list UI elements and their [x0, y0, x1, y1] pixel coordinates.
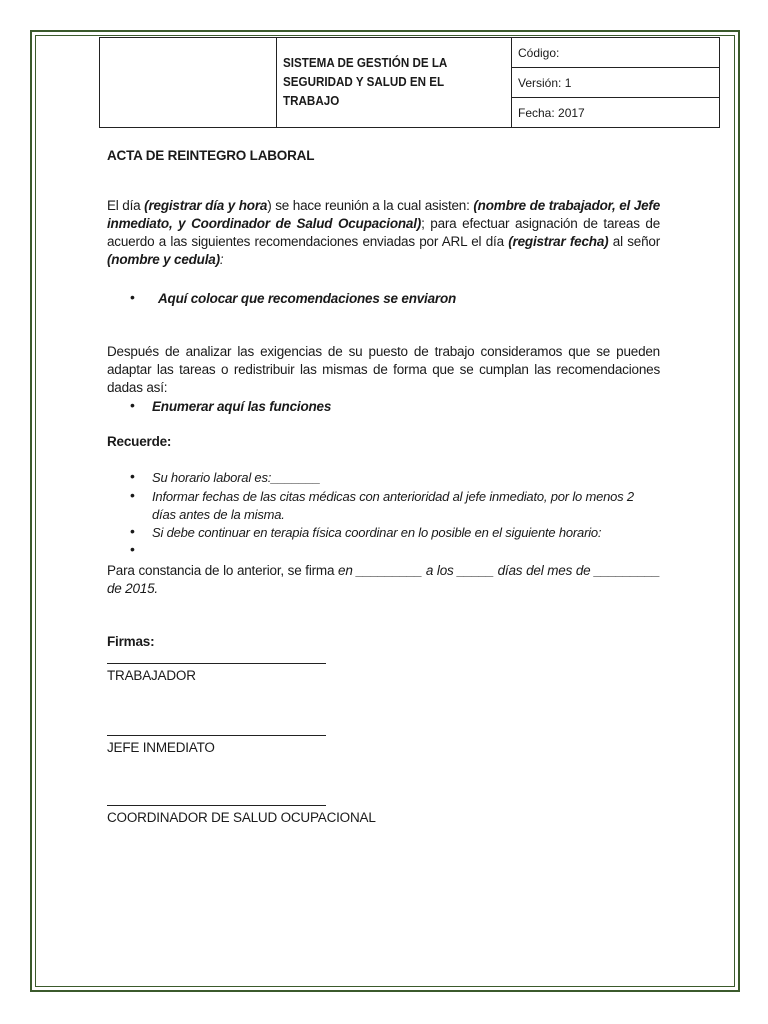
signature-label: TRABAJADOR — [107, 668, 196, 683]
signature-label: JEFE INMEDIATO — [107, 740, 215, 755]
firmas-heading: Firmas: — [107, 634, 155, 649]
bullet-dot: • — [130, 397, 135, 413]
fecha-cell: Fecha: 2017 — [512, 98, 720, 128]
intro-field-nombre: (nombre y cedula) — [107, 252, 220, 267]
recommendations-placeholder: Aquí colocar que recomendaciones se enviaron — [158, 291, 457, 306]
bullet-dot: • — [130, 289, 135, 305]
constancia-paragraph — [107, 562, 660, 598]
signature-label: COORDINADOR DE SALUD OCUPACIONAL — [107, 810, 376, 825]
signature-line — [107, 805, 326, 806]
intro-field-date: (registrar día y hora — [144, 198, 268, 213]
recuerde-heading: Recuerde: — [107, 434, 172, 449]
bullet-dot: • — [130, 541, 135, 557]
signature-line — [107, 663, 326, 664]
bullet-dot: • — [130, 487, 135, 503]
constancia-period: . — [154, 581, 158, 596]
system-title-line2: SEGURIDAD Y SALUD EN EL TRABAJO — [282, 75, 444, 108]
logo-cell — [100, 38, 277, 128]
intro-field-fecha: (registrar fecha) — [508, 234, 609, 249]
functions-placeholder: Enumerar aquí las funciones — [152, 399, 332, 414]
recuerde-item: Informar fechas de las citas médicas con anterioridad al jefe inmediato, por lo menos 2 días antes de la misma. — [152, 489, 634, 522]
intro-text-c: ) se hace reunión a la cual asisten: — [267, 198, 474, 213]
analysis-paragraph: Después de analizar las exigencias de su puesto de trabajo consideramos que se pueden adaptar las tareas o redistribuir las mismas de forma que se cumplan las recomendaciones dadas así: — [107, 344, 660, 395]
intro-text-a: El día — [107, 198, 145, 213]
constancia-text-a: Para constancia de lo anterior, se firma — [107, 563, 339, 578]
intro-text-e: ; para efectuar asignación de tareas de acuerdo a las siguientes recomendaciones enviadas por ARL el día — [107, 216, 661, 249]
intro-paragraph — [107, 197, 660, 269]
codigo-cell: Código: — [512, 38, 720, 68]
intro-text-g: al señor — [608, 234, 660, 249]
intro-field-attendees: (nombre de trabajador, el Jefe inmediato, y Coordinador de Salud Ocupacional) — [107, 198, 661, 231]
intro-text-colon: : — [219, 252, 224, 267]
signature-line — [107, 735, 326, 736]
system-title-line1: SISTEMA DE GESTIÓN DE LA — [282, 56, 447, 70]
recuerde-item: Su horario laboral es:_______ — [152, 470, 321, 485]
recuerde-item: Si debe continuar en terapia física coordinar en lo posible en el siguiente horario: — [152, 525, 602, 540]
bullet-dot: • — [130, 523, 135, 539]
constancia-date-fields: en _________ a los _____ días del mes de _________ de 2015 — [107, 563, 661, 596]
version-cell: Versión: 1 — [512, 68, 720, 98]
system-title — [277, 38, 496, 128]
bullet-dot: • — [130, 468, 135, 484]
header-table — [99, 37, 720, 128]
document-heading: ACTA DE REINTEGRO LABORAL — [107, 148, 315, 163]
